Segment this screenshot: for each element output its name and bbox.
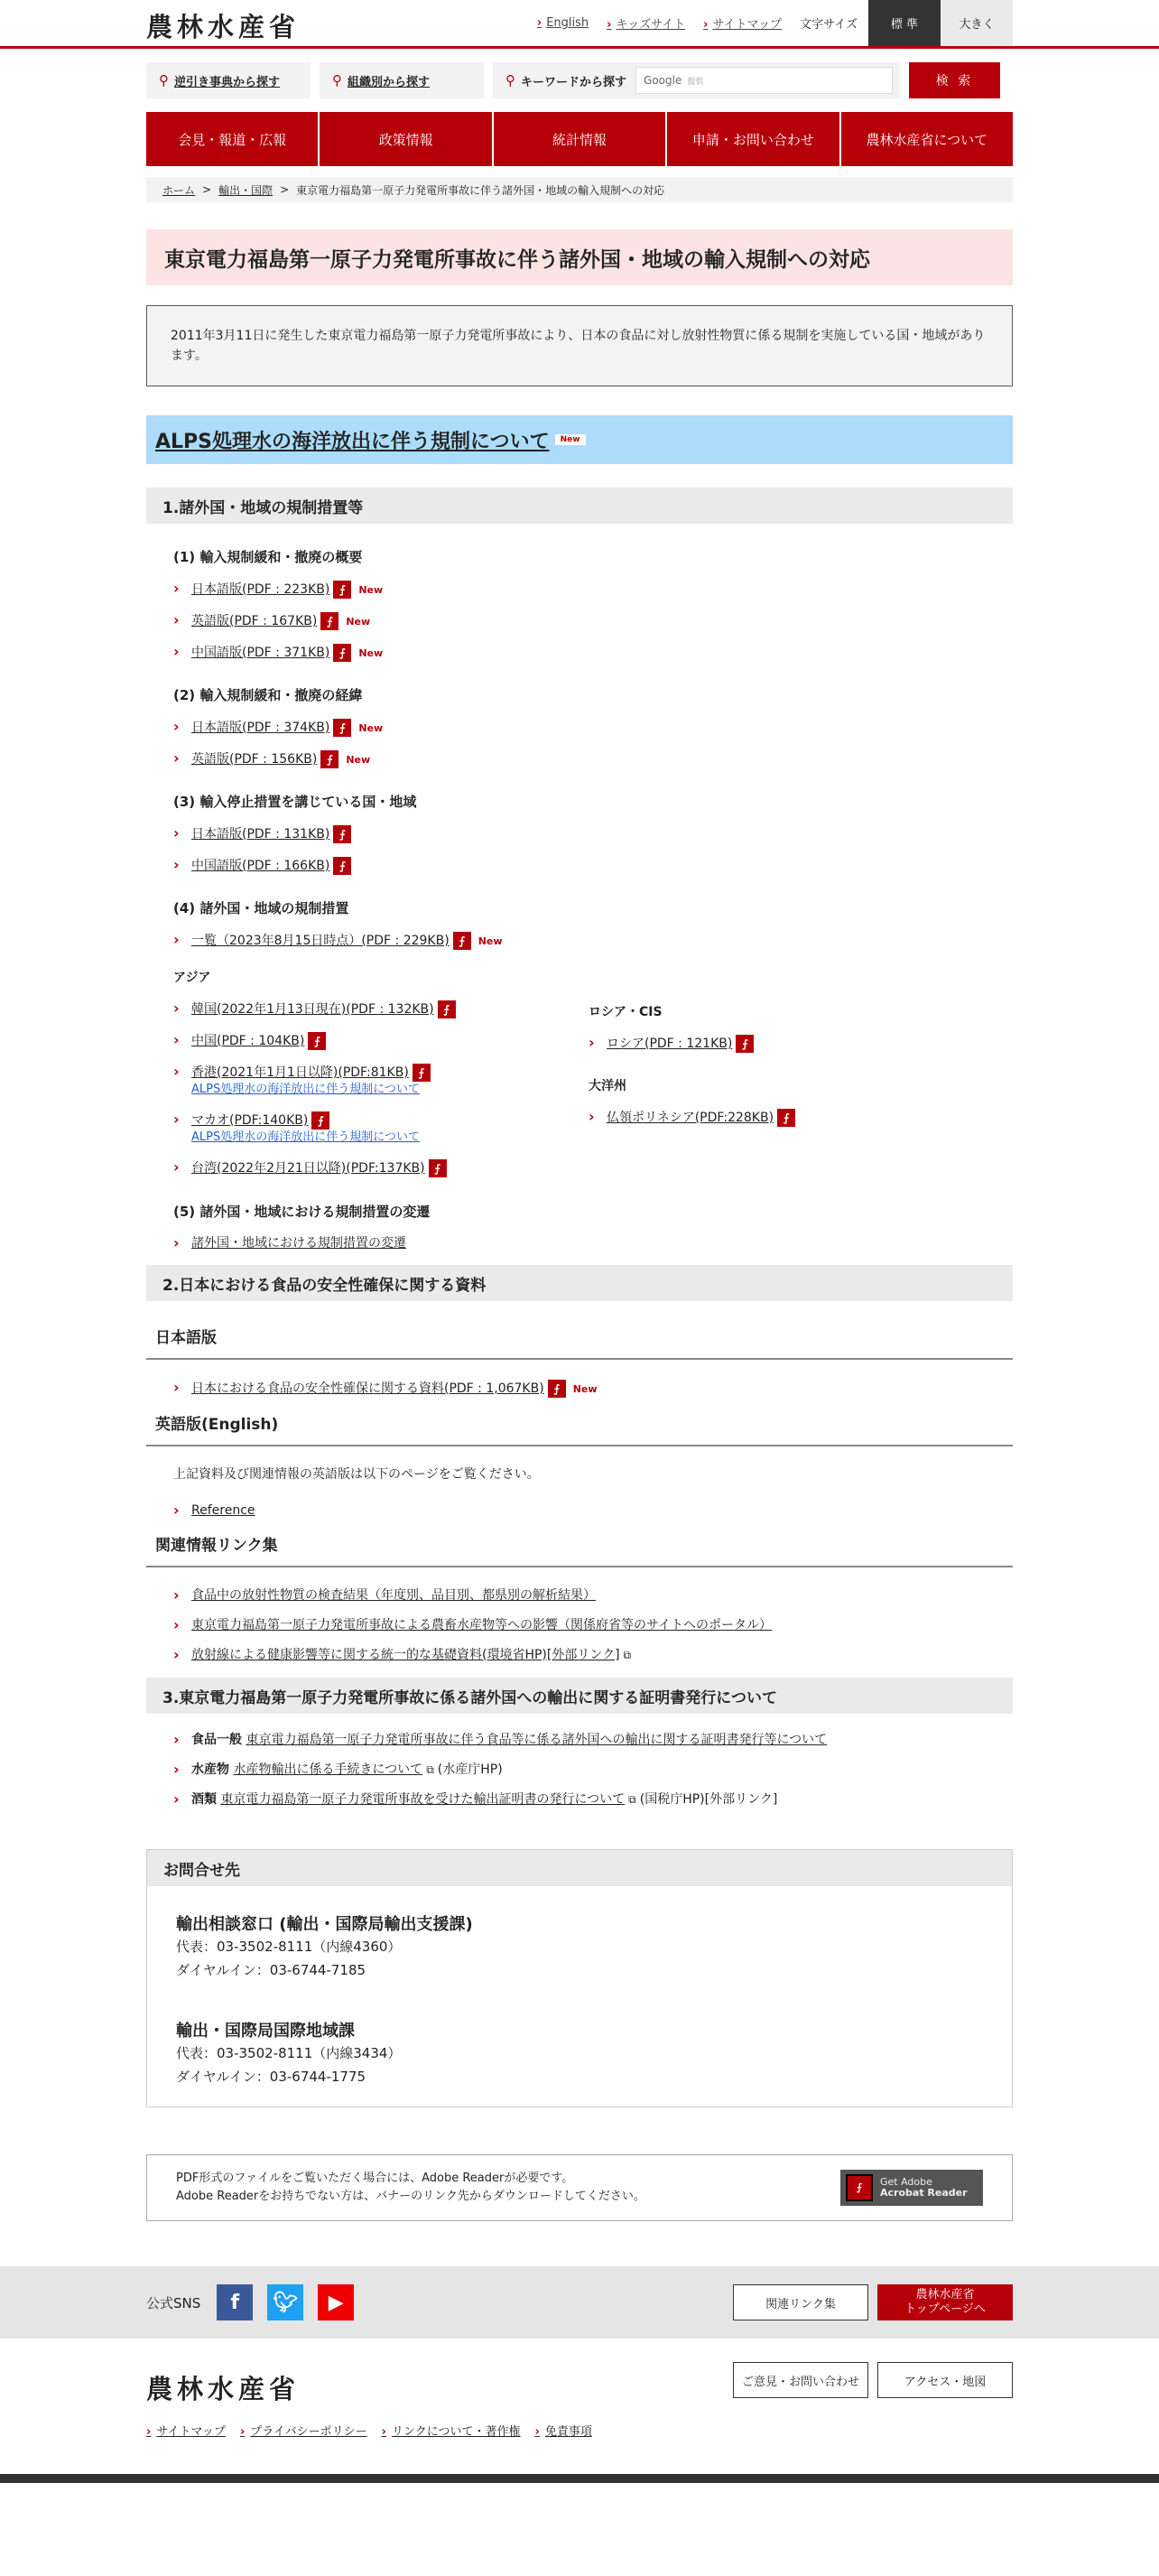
list-item [191, 857, 1013, 875]
category-label: 酒類 [191, 1792, 217, 1807]
related-link[interactable]: 放射線による健康影響等に関する統一的な基礎資料(環境省HP)[外部リンク] [191, 1648, 620, 1662]
list-item [191, 1159, 589, 1177]
certificate-link[interactable]: 東京電力福島第一原子力発電所事故を受けた輸出証明書の発行について [220, 1792, 626, 1807]
related-links-heading: 関連情報リンク集 [146, 1532, 1013, 1567]
subsection-1-list [146, 581, 1013, 662]
sitemap-link[interactable]: › サイトマップ [703, 14, 782, 32]
subsection-3-heading: (3) 輸入停止措置を講じている国・地域 [173, 794, 417, 810]
search-submit-button[interactable]: 検 索 [909, 62, 1000, 98]
category-label: 水産物 [191, 1762, 229, 1777]
pdf-icon: ⨍ [777, 1109, 795, 1127]
related-link[interactable]: 東京電力福島第一原子力発電所事故による農畜水産物等への影響（関係府省等のサイトへのポータル） [191, 1618, 773, 1632]
pdf-icon: ⨍ [429, 1159, 447, 1177]
pdf-icon: ⨍ [333, 581, 351, 599]
section-3-heading: 3.東京電力福島第一原子力発電所事故に係る諸外国への輸出に関する証明書発行について [146, 1678, 1013, 1714]
access-button[interactable]: アクセス・地図 [877, 2362, 1013, 2398]
search-input[interactable]: Google 提供 [635, 67, 893, 94]
pdf-icon: ⨍ [320, 750, 338, 768]
org-search-button[interactable]: ⚲ 組織別から探す [320, 62, 484, 98]
breadcrumb-export[interactable]: 輸出・国際 [218, 183, 274, 197]
pdf-link[interactable]: 日本語版(PDF : 131KB) [191, 827, 330, 842]
list-item [191, 1502, 1013, 1519]
new-badge: New [346, 616, 371, 628]
asia-list [146, 1000, 589, 1177]
pdf-link[interactable]: 中国語版(PDF : 371KB) [191, 646, 330, 660]
kids-site-link[interactable]: › キッズサイト [607, 14, 685, 32]
footer-links [146, 2422, 607, 2439]
pdf-link[interactable]: ロシア(PDF : 121KB) [607, 1037, 733, 1051]
contact-dial: ダイヤルイン：03-6744-7185 [176, 1962, 366, 1978]
footer [146, 2339, 1013, 2474]
search-row [146, 49, 1013, 112]
list-item [191, 644, 1013, 662]
subsection-5-heading: (5) 諸外国・地域における規制措置の変遷 [173, 1204, 431, 1220]
top-bar [0, 0, 1159, 49]
acrobat-icon: ⨍ [846, 2174, 873, 2201]
region-columns [146, 968, 1013, 1191]
inquiry-box [146, 1849, 1013, 2107]
twitter-icon[interactable]: 🐦︎ [267, 2284, 303, 2320]
index-search-button[interactable]: ⚲ 逆引き事典から探す [146, 62, 311, 98]
pdf-icon: ⨍ [308, 1032, 326, 1050]
list-item [191, 719, 1013, 737]
pdf-icon: ⨍ [320, 612, 338, 630]
breadcrumb-current: 東京電力福島第一原子力発電所事故に伴う諸外国・地域の輸入規制への対応 [296, 183, 665, 197]
pdf-link[interactable]: 英語版(PDF : 167KB) [191, 614, 318, 628]
footer-privacy-link[interactable]: › プライバシーポリシー [240, 2422, 367, 2439]
new-badge: New [572, 1383, 598, 1395]
list-item [191, 1617, 1013, 1633]
source-note: (国税庁HP)[外部リンク] [639, 1792, 778, 1807]
category-label: 食品一般 [191, 1733, 242, 1747]
nav-about[interactable]: 農林水産省について [866, 131, 988, 148]
section-1-heading: 1.諸外国・地域の規制措置等 [146, 488, 1013, 524]
list-item [191, 1647, 1013, 1663]
footer-logo[interactable]: 農林水産省 [146, 2374, 301, 2404]
nav-statistics[interactable]: 統計情報 [494, 112, 667, 166]
list-item [191, 825, 1013, 843]
breadcrumb-home[interactable]: ホーム [162, 183, 196, 197]
search-icon: ⚲ [159, 72, 169, 88]
pdf-icon: ⨍ [333, 719, 351, 737]
sns-bar [0, 2266, 1159, 2339]
alps-sub-link[interactable]: ALPS処理水の海洋放出に伴う規制について [191, 1130, 420, 1144]
pdf-icon: ⨍ [453, 932, 471, 950]
certificate-list [146, 1732, 1013, 1808]
alps-banner [146, 415, 1013, 464]
subsection-1-heading: (1) 輸入規制緩和・撤廃の概要 [173, 549, 363, 565]
alps-sub-link[interactable]: ALPS処理水の海洋放出に伴う規制について [191, 1083, 420, 1096]
footer-sitemap-link[interactable]: › サイトマップ [146, 2422, 226, 2439]
subsection-5-list [146, 1235, 1013, 1251]
list-item [191, 750, 1013, 768]
related-links-button[interactable]: 関連リンク集 [733, 2284, 868, 2320]
nav-policy[interactable]: 政策情報 [320, 112, 493, 166]
subsection-2-list [146, 719, 1013, 768]
list-item [191, 932, 1013, 950]
related-link[interactable]: 食品中の放射性物質の検査結果（年度別、品目別、都県別の解析結果） [191, 1588, 596, 1603]
new-badge: New [478, 935, 503, 947]
subsection-2-heading: (2) 輸入規制緩和・撤廃の経緯 [173, 687, 363, 703]
pdf-link[interactable]: マカオ(PDF:140KB) [191, 1113, 309, 1128]
region-oceania-label: 大洋州 [589, 1079, 626, 1093]
contact-name: 輸出・国際局国際地域課 [176, 2022, 355, 2041]
new-badge: New [358, 647, 384, 659]
youtube-icon[interactable]: ▶ [318, 2284, 354, 2320]
list-item [191, 1791, 1013, 1808]
sns-label: 公式SNS [146, 2294, 201, 2311]
subsection-4-list [146, 932, 1013, 950]
adobe-text-2: Adobe Readerをお持ちでない方は、バナーのリンク先からダウンロードしてください。 [176, 2190, 645, 2203]
external-link-icon: ⧉ [628, 1793, 636, 1806]
subsection-3-list [146, 825, 1013, 875]
contact-tel: 代表：03-3502-8111（内線3434） [176, 2045, 402, 2061]
pdf-link[interactable]: 中国(PDF : 104KB) [191, 1034, 305, 1048]
pdf-link[interactable]: 日本における食品の安全性確保に関する資料(PDF : 1,067KB) [191, 1381, 544, 1396]
keyword-search-box: ⚲ キーワードから探す Google 提供 [493, 62, 900, 98]
region-russia-label: ロシア・CIS [589, 1005, 663, 1019]
english-link[interactable]: › English [537, 16, 589, 30]
contact-dial: ダイヤルイン：03-6744-1775 [176, 2069, 366, 2085]
pdf-icon: ⨍ [333, 857, 351, 875]
oceania-list [589, 1109, 1013, 1127]
pdf-link[interactable]: 英語版(PDF : 156KB) [191, 752, 318, 767]
certificate-link[interactable]: 水産物輸出に係る手続きについて [233, 1762, 423, 1777]
external-link-icon: ⧉ [426, 1763, 434, 1776]
list-item [191, 1762, 1013, 1778]
japanese-version-heading: 日本語版 [146, 1325, 1013, 1360]
pdf-icon: ⨍ [333, 644, 351, 662]
footer-disclaimer-link[interactable]: › 免責事項 [535, 2422, 592, 2439]
new-badge: New [358, 722, 384, 734]
subsection-4-heading: (4) 諸外国・地域の規制措置 [173, 900, 349, 916]
contact-tel: 代表：03-3502-8111（内線4360） [176, 1939, 402, 1955]
top-page-button[interactable]: 農林水産省 トップページへ [877, 2284, 1013, 2320]
external-link-icon: ⧉ [623, 1649, 632, 1661]
get-adobe-banner[interactable]: ⨍ Get Adobe Acrobat Reader [840, 2170, 983, 2206]
english-list [146, 1502, 1013, 1519]
new-badge: New [346, 754, 371, 766]
pdf-icon: ⨍ [438, 1000, 456, 1018]
footer-copyright-link[interactable]: › リンクについて・著作権 [382, 2422, 521, 2439]
pdf-link[interactable]: 日本語版(PDF : 223KB) [191, 582, 330, 597]
global-nav [146, 112, 1013, 166]
new-badge: New [358, 584, 384, 596]
reference-link[interactable]: Reference [191, 1503, 255, 1518]
bottom-bar [0, 2474, 1159, 2483]
pdf-link[interactable]: 中国語版(PDF : 166KB) [191, 859, 330, 873]
pdf-link[interactable]: 台湾(2022年2月21日以降)(PDF:137KB) [191, 1161, 425, 1176]
pdf-icon: ⨍ [311, 1111, 329, 1130]
history-link[interactable]: 諸外国・地域における規制措置の変遷 [191, 1236, 406, 1251]
intro-text: 2011年3月11日に発生した東京電力福島第一原子力発電所事故により、日本の食品に対し放射性物質に係る規制を実施している国・地域があります。 [146, 305, 1013, 386]
new-badge: New [555, 434, 586, 445]
english-version-heading: 英語版(English) [146, 1411, 1013, 1446]
font-size-large-button[interactable]: 大きく [941, 0, 1013, 46]
english-note: 上記資料及び関連情報の英語版は以下のページをご覧ください。 [173, 1467, 540, 1482]
contact-button[interactable]: ご意見・お問い合わせ [733, 2362, 868, 2398]
list-item [191, 612, 1013, 630]
list-item [191, 1732, 1013, 1748]
inquiry-heading: お問合せ先 [147, 1850, 1012, 1886]
alps-link[interactable]: ALPS処理水の海洋放出に伴う規制について [155, 430, 550, 453]
font-size-label: 文字サイズ [800, 18, 858, 32]
list-item [191, 1064, 589, 1098]
section-2-heading: 2.日本における食品の安全性確保に関する資料 [146, 1265, 1013, 1301]
header-links [537, 0, 1013, 46]
font-size-standard-button[interactable]: 標 準 [868, 0, 941, 46]
site-logo[interactable]: 農林水産省 [146, 12, 301, 42]
list-item [191, 1380, 1013, 1398]
related-list [146, 1587, 1013, 1663]
list-item [191, 1032, 589, 1050]
nav-press[interactable]: 会見・報道・広報 [146, 112, 320, 166]
pdf-icon: ⨍ [548, 1380, 566, 1398]
nav-application[interactable]: 申請・お問い合わせ [667, 112, 840, 166]
list-item [191, 1000, 589, 1018]
list-item [191, 581, 1013, 599]
source-note: (水産庁HP) [437, 1762, 503, 1777]
list-item [191, 1235, 1013, 1251]
page-title: 東京電力福島第一原子力発電所事故に伴う諸外国・地域の輸入規制への対応 [146, 229, 1013, 285]
list-item [607, 1109, 1013, 1127]
pdf-icon: ⨍ [736, 1035, 754, 1053]
pdf-icon: ⨍ [413, 1064, 431, 1082]
adobe-notice [146, 2154, 1013, 2221]
pdf-link[interactable]: 日本語版(PDF : 374KB) [191, 721, 330, 735]
pdf-icon: ⨍ [333, 825, 351, 843]
certificate-link[interactable]: 東京電力福島第一原子力発電所事故に伴う食品等に係る諸外国への輸出に関する証明書発行等について [246, 1733, 828, 1747]
region-asia-label: アジア [173, 971, 211, 985]
contact-name: 輸出相談窓口 (輸出・国際局輸出支援課) [176, 1915, 473, 1934]
search-icon: ⚲ [332, 72, 342, 88]
pdf-link[interactable]: 仏領ポリネシア(PDF:228KB) [607, 1111, 774, 1125]
russia-list [589, 1035, 1013, 1053]
adobe-text-1: PDF形式のファイルをご覧いただく場合には、Adobe Readerが必要です。 [176, 2171, 574, 2185]
facebook-icon[interactable]: f [217, 2284, 253, 2320]
japanese-list [146, 1380, 1013, 1398]
list-item [191, 1587, 1013, 1604]
pdf-link[interactable]: 韓国(2022年1月13日現在)(PDF : 132KB) [191, 1002, 434, 1017]
search-icon: ⚲ [505, 72, 515, 88]
pdf-link[interactable]: 香港(2021年1月1日以降)(PDF:81KB) [191, 1065, 409, 1080]
list-item [607, 1035, 1013, 1053]
pdf-link[interactable]: 一覧（2023年8月15日時点）(PDF : 229KB) [191, 934, 450, 948]
breadcrumb: ホーム > 輸出・国際 > 東京電力福島第一原子力発電所事故に伴う諸外国・地域の輸入規制への対応 [146, 177, 1013, 202]
list-item [191, 1111, 589, 1146]
